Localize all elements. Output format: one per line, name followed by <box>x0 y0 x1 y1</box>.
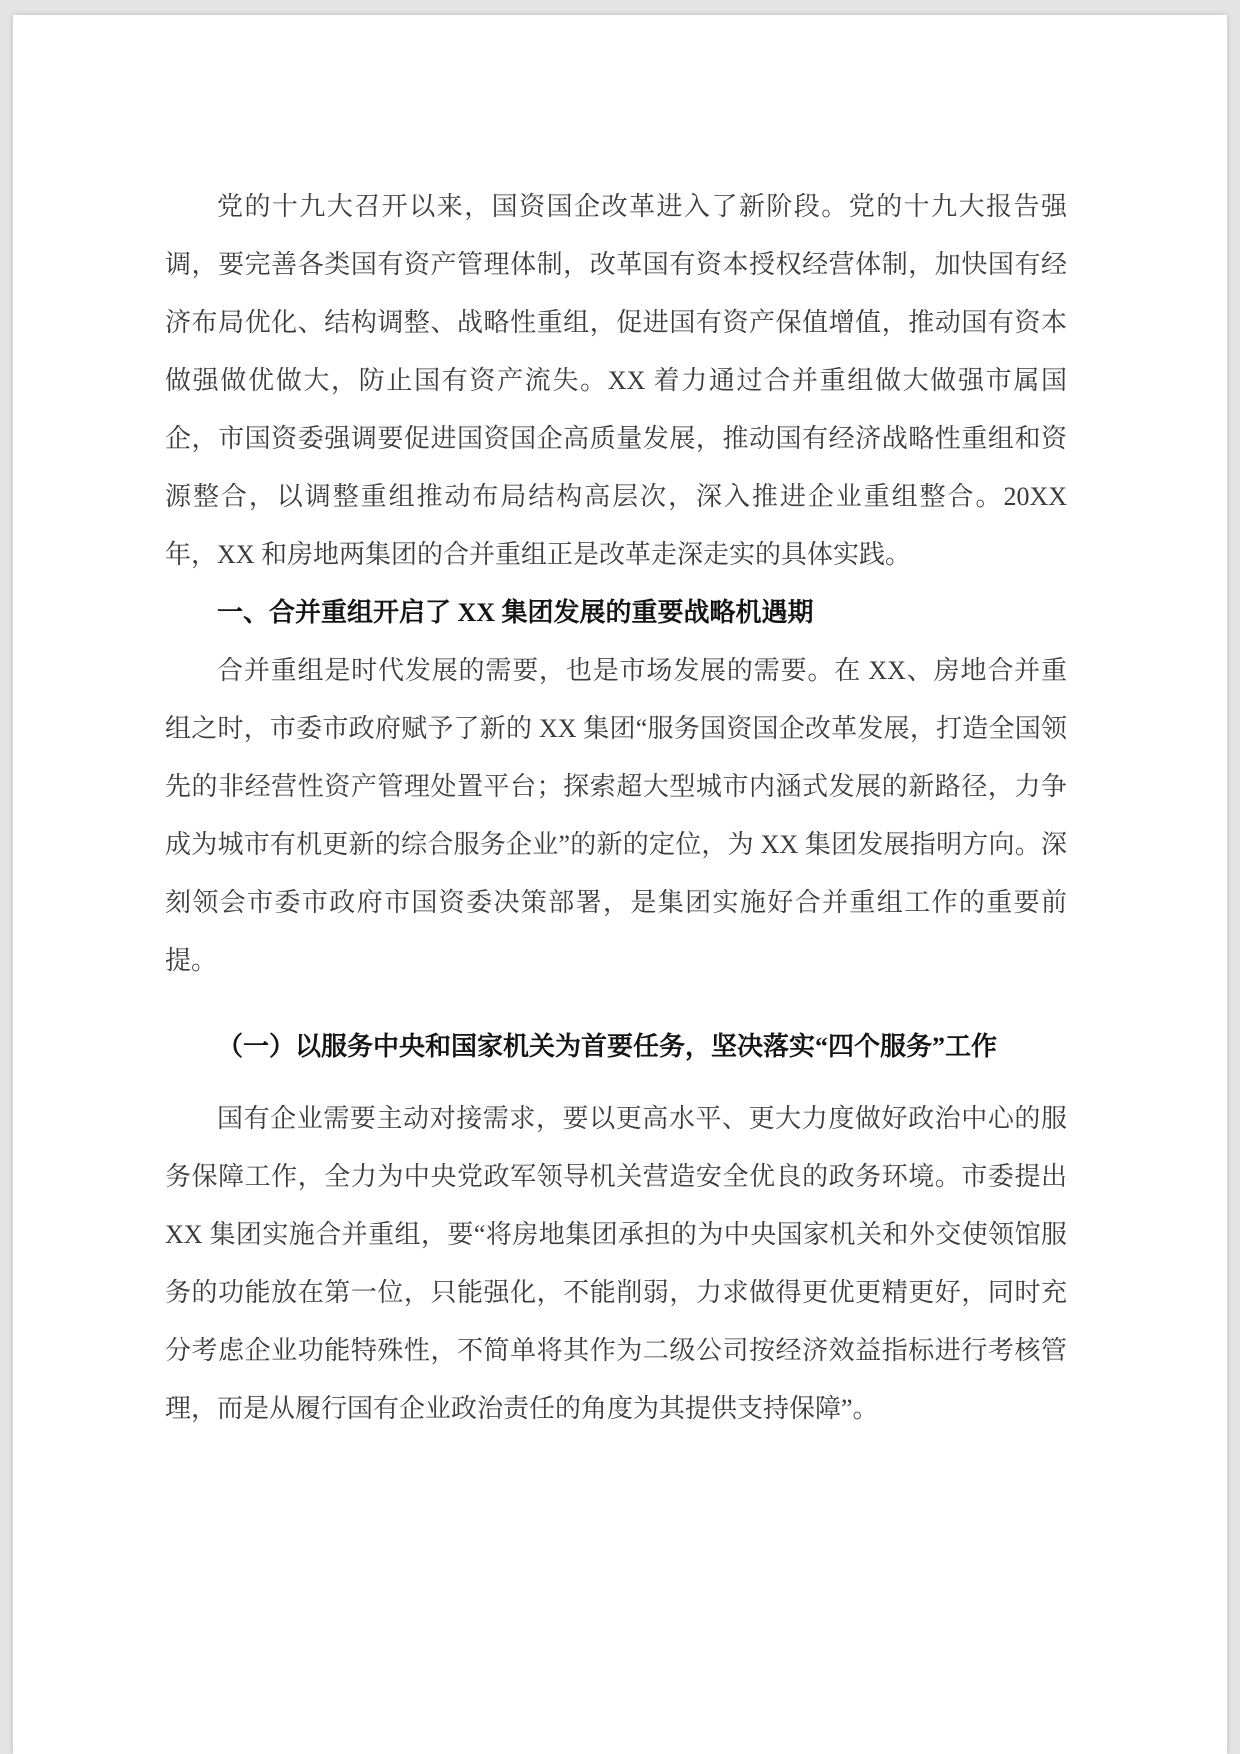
paragraph-section-1: 合并重组是时代发展的需要，也是市场发展的需要。在 XX、房地合并重组之时，市委市政府赋予了新的 XX 集团“服务国资国企改革发展，打造全国领先的非经营性资产管理处置平台；探索超大型城市内涵式发展的新路径，力争成为城市有机更新的综合服务企业”的新的定位，为 XX 集团发展指明方向。深刻领会市委市政府市国资委决策部署，是集团实施好合并重组工作的重要前提。 <box>165 656 1068 975</box>
document-content <box>13 15 1227 1438</box>
paragraph-subsection-1-1: 国有企业需要主动对接需求，要以更高水平、更大力度做好政治中心的服务保障工作，全力为中央党政军领导机关营造安全优良的政务环境。市委提出 XX 集团实施合并重组，要“将房地集团承担的为中央国家机关和外交使领馆服务的功能放在第一位，只能强化，不能削弱，力求做得更优更精更好，同时充分考虑企业功能特殊性，不简单将其作为二级公司按经济效益指标进行考核管理，而是从履行国有企业政治责任的角度为其提供支持保障”。 <box>165 1104 1067 1423</box>
section-heading-1: 一、合并重组开启了 XX 集团发展的重要战略机遇期 <box>217 598 814 627</box>
paragraph-intro: 党的十九大召开以来，国资国企改革进入了新阶段。党的十九大报告强调，要完善各类国有资产管理体制，改革国有资本授权经营体制，加快国有经济布局优化、结构调整、战略性重组，促进国有资产保值增值，推动国有资本做强做优做大，防止国有资产流失。XX 着力通过合并重组做大做强市属国企，市国资委强调要促进国资国企高质量发展，推动国有经济战略性重组和资源整合，以调整重组推动布局结构高层次，深入推进企业重组整合。20XX 年，XX 和房地两集团的合并重组正是改革走深走实的具体实践。 <box>165 192 1067 569</box>
subsection-heading-1-1: （一）以服务中央和国家机关为首要任务，坚决落实“四个服务”工作 <box>217 1032 998 1061</box>
document-page <box>13 15 1227 1754</box>
